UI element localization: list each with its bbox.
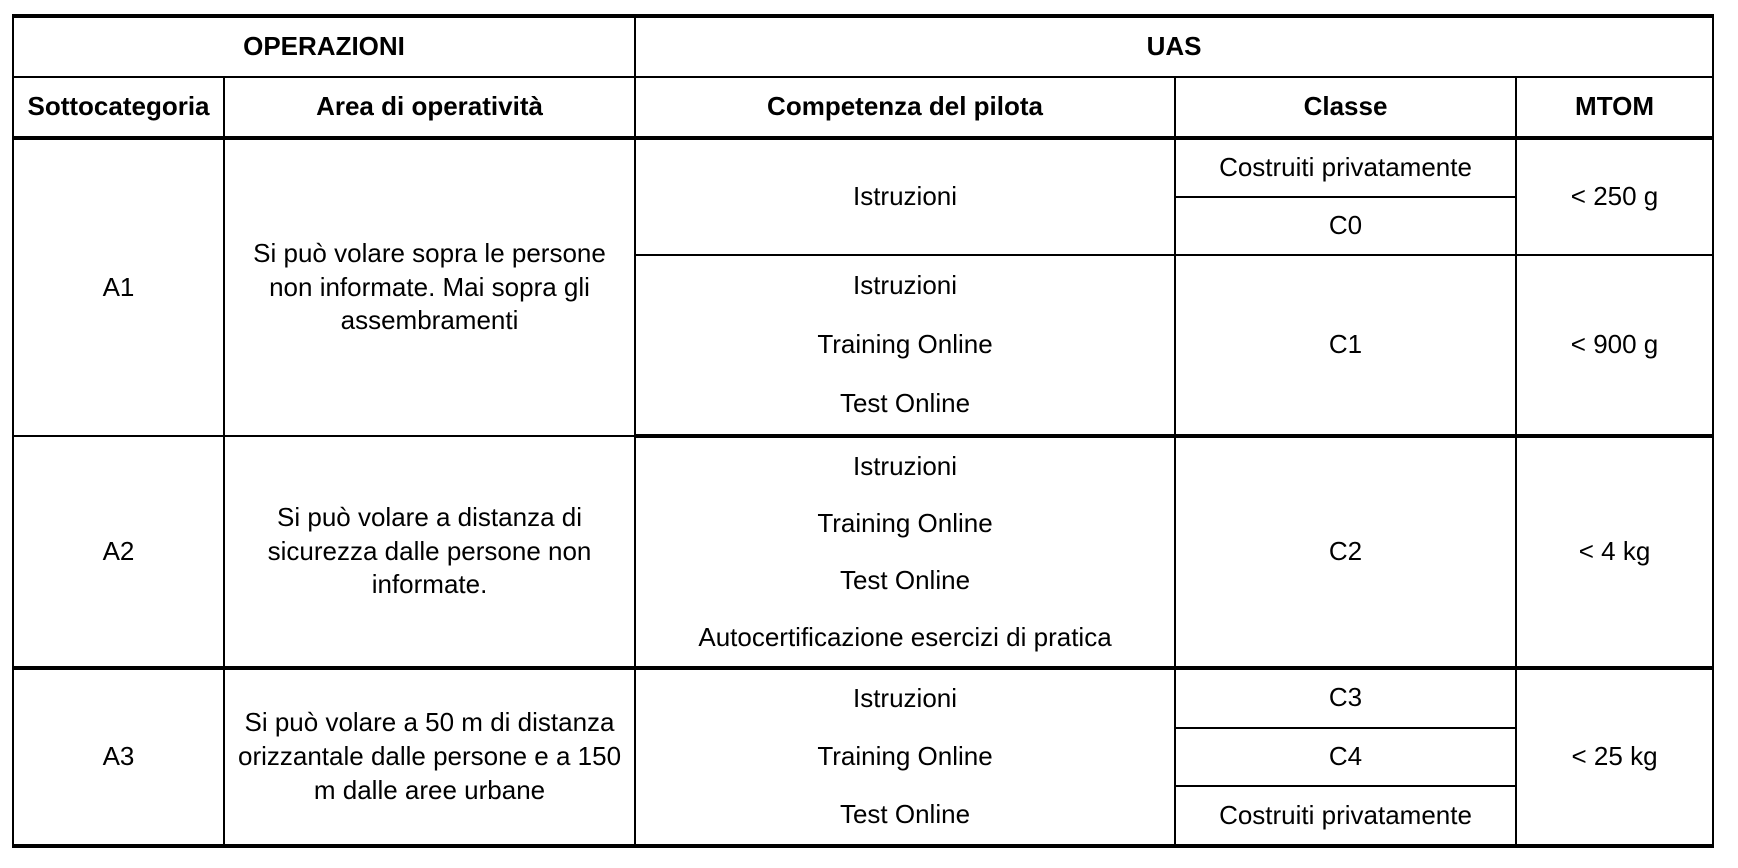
header-classe: Classe [1175, 77, 1516, 138]
mtom-a1-group1: < 250 g [1516, 138, 1713, 255]
header-operazioni: OPERAZIONI [13, 16, 635, 77]
competenza-item: Training Online [817, 507, 993, 538]
competenza-a3 [635, 668, 1175, 846]
competenza-a2 [635, 436, 1175, 668]
mtom-a3: < 25 kg [1516, 668, 1713, 846]
sottocategoria-a1: A1 [13, 138, 224, 436]
table-row-a1-1 [13, 138, 1713, 197]
classe-a1-c1: C1 [1175, 255, 1516, 436]
competenza-item: Istruzioni [852, 450, 958, 481]
header-sottocategoria: Sottocategoria [13, 77, 224, 138]
header-competenza-pilota: Competenza del pilota [635, 77, 1175, 138]
classe-a2-c2: C2 [1175, 436, 1516, 668]
classe-a1-costruiti: Costruiti privatamente [1175, 138, 1516, 197]
classe-a3-c4: C4 [1175, 728, 1516, 787]
table-header-row-top [13, 16, 1713, 77]
competenza-item: Istruzioni [852, 269, 958, 300]
competenza-a1-group1: Istruzioni [635, 138, 1175, 255]
table-row-a2 [13, 436, 1713, 668]
competenza-item: Training Online [817, 741, 993, 772]
competenza-a1-group2 [635, 255, 1175, 436]
classe-a1-c0: C0 [1175, 197, 1516, 255]
mtom-a2: < 4 kg [1516, 436, 1713, 668]
competenza-item: Test Online [839, 799, 971, 830]
table-row-a3-1 [13, 668, 1713, 728]
area-a2: Si può volare a distanza di sicurezza dalle persone non informate. [224, 436, 635, 668]
sottocategoria-a3: A3 [13, 668, 224, 846]
sottocategoria-a2: A2 [13, 436, 224, 668]
competenza-item: Test Online [839, 388, 971, 419]
table-header-row-columns [13, 77, 1713, 138]
uas-operations-table [12, 14, 1714, 848]
header-mtom: MTOM [1516, 77, 1713, 138]
competenza-item: Istruzioni [852, 683, 958, 714]
competenza-item: Test Online [839, 564, 971, 595]
area-a3: Si può volare a 50 m di distanza orizzantale dalle persone e a 150 m dalle aree urbane [224, 668, 635, 846]
competenza-item: Training Online [817, 329, 993, 360]
header-area-operativita: Area di operatività [224, 77, 635, 138]
classe-a3-costruiti: Costruiti privatamente [1175, 786, 1516, 846]
mtom-a1-group2: < 900 g [1516, 255, 1713, 436]
header-uas: UAS [635, 16, 1713, 77]
classe-a3-c3: C3 [1175, 668, 1516, 728]
competenza-item: Autocertificazione esercizi di pratica [698, 621, 1112, 652]
area-a1: Si può volare sopra le persone non informate. Mai sopra gli assembramenti [224, 138, 635, 436]
